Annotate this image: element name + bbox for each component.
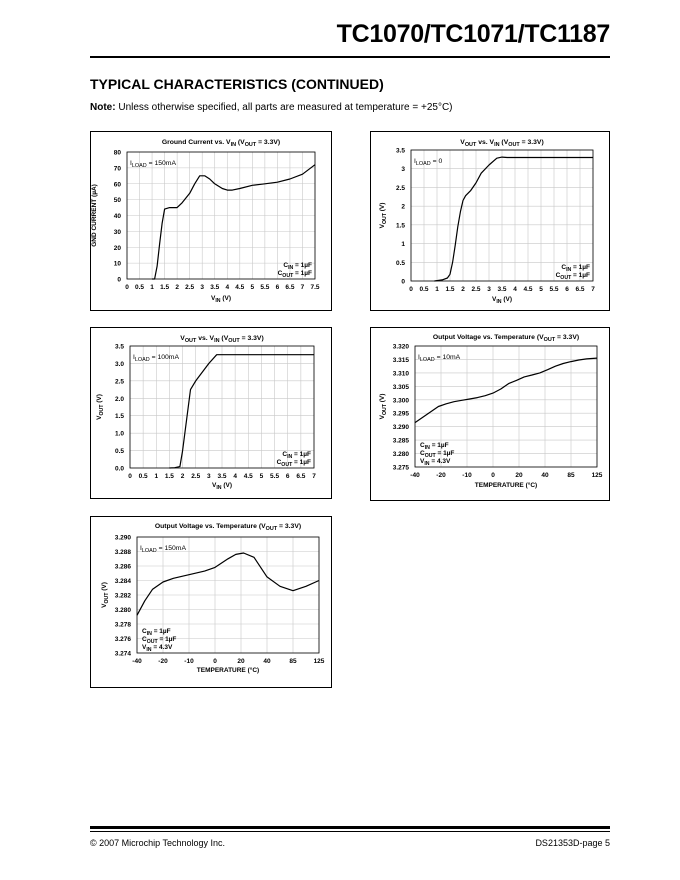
y-axis-label: $V_{OUT}$ (V) [379, 202, 388, 229]
x-tick-label: 3.5 [217, 473, 227, 480]
y-tick-label: 3.310 [392, 370, 409, 378]
annotation: $C_{IN} = 1\mu F$ [283, 262, 312, 271]
y-tick-label: 3.285 [392, 437, 409, 445]
x-tick-label: 4.5 [235, 284, 245, 291]
annotation: $I_{LOAD} = 100mA$ [133, 354, 179, 363]
y-axis-label: $V_{OUT}$ (V) [101, 582, 110, 608]
footer-page: DS21353D-page 5 [535, 838, 610, 848]
y-tick-label: 3.274 [114, 650, 131, 658]
document-title: TC1070/TC1071/TC1187 [336, 20, 610, 48]
x-tick-label: 6.5 [296, 473, 306, 480]
annotation: $V_{IN} = 4.3V$ [142, 644, 173, 653]
chart-svg [91, 132, 331, 310]
series-line [152, 165, 315, 279]
x-tick-label: 40 [263, 658, 271, 665]
x-tick-label: 6 [285, 473, 290, 480]
y-tick-label: 3.280 [114, 607, 131, 614]
y-tick-label: 50 [113, 197, 121, 205]
x-axis-label: $V_{IN}$ (V) [210, 295, 232, 304]
x-tick-label: 1 [154, 473, 159, 480]
y-tick-label: 3.305 [392, 383, 409, 391]
y-tick-label: 3.288 [114, 549, 131, 556]
x-tick-label: 5 [250, 284, 255, 291]
y-tick-label: 0.5 [395, 259, 405, 267]
annotation: $C_{OUT} = 1\mu F$ [555, 272, 590, 281]
x-tick-label: 1.5 [160, 284, 170, 291]
x-axis-label: TEMPERATURE (°C) [474, 482, 538, 489]
annotation: $C_{IN} = 1\mu F$ [282, 451, 311, 460]
y-tick-label: 2.5 [114, 378, 124, 386]
x-tick-label: 2 [461, 286, 465, 293]
x-tick-label: 7 [312, 473, 316, 480]
chart-title: $V_{OUT}$ vs. $V_{IN}$ $(V_{OUT} = 3.3V)$ [180, 335, 264, 344]
y-tick-label: 3.315 [392, 356, 409, 364]
y-tick-label: 3.0 [114, 360, 124, 368]
note-label: Note: [90, 102, 116, 113]
y-tick-label: 3.282 [114, 592, 131, 600]
y-tick-label: 3.280 [392, 451, 409, 459]
x-tick-label: 125 [591, 472, 603, 479]
x-tick-label: 2 [175, 284, 179, 291]
y-tick-label: 1.0 [114, 430, 124, 438]
x-tick-label: 0.5 [135, 284, 145, 291]
x-tick-label: 1.5 [164, 473, 174, 480]
x-tick-label: 0 [125, 284, 129, 291]
chart-title: Ground Current vs. $V_{IN}$ $(V_{OUT} = 3.3V)$ [161, 139, 281, 148]
x-tick-label: 1.5 [445, 286, 455, 293]
x-tick-label: 20 [237, 658, 245, 665]
y-tick-label: 1.5 [395, 222, 405, 230]
y-tick-label: 3.5 [114, 343, 124, 351]
y-tick-label: 3 [401, 166, 405, 174]
y-tick-label: 80 [113, 149, 121, 157]
y-tick-label: 70 [113, 165, 121, 173]
x-tick-label: 0 [409, 286, 413, 293]
x-tick-label: 40 [541, 472, 549, 479]
annotation: $I_{LOAD} = 0$ [414, 158, 443, 167]
x-tick-label: 1 [150, 284, 154, 291]
annotation: $C_{IN} = 1\mu F$ [420, 442, 449, 451]
x-tick-label: 3.5 [497, 286, 507, 293]
x-axis-label: TEMPERATURE (°C) [196, 667, 260, 674]
x-tick-label: 5 [259, 473, 264, 480]
y-tick-label: 10 [113, 260, 121, 268]
y-tick-label: 1 [401, 241, 405, 249]
x-tick-label: 4.5 [523, 286, 533, 293]
y-tick-label: 60 [113, 181, 121, 189]
x-tick-label: 4 [513, 286, 517, 293]
x-tick-label: -10 [462, 472, 472, 479]
y-tick-label: 0 [401, 278, 405, 286]
annotation: $C_{OUT} = 1\mu F$ [420, 450, 455, 459]
footer-rule-thin [90, 831, 610, 832]
x-tick-label: 0.5 [138, 473, 148, 480]
x-tick-label: 0 [213, 658, 217, 665]
x-tick-label: 2 [180, 473, 185, 480]
x-tick-label: 0 [491, 472, 495, 479]
y-tick-label: 20 [113, 244, 121, 252]
y-tick-label: 3.275 [392, 464, 409, 472]
y-axis-label: GND CURRENT (µA) [91, 184, 98, 247]
y-axis-label: $V_{OUT}$ (V) [96, 394, 105, 420]
annotation: $V_{IN} = 4.3V$ [420, 458, 451, 467]
footer-copyright: © 2007 Microchip Technology Inc. [90, 838, 226, 848]
y-tick-label: 0 [117, 276, 121, 284]
x-tick-label: 4.5 [243, 473, 253, 480]
x-tick-label: 20 [515, 472, 523, 479]
x-tick-label: 125 [313, 658, 325, 665]
chart-title: Output Voltage vs. Temperature $(V_{OUT} = 3.3V)$ [432, 334, 580, 343]
annotation: $I_{LOAD} = 150mA$ [130, 160, 176, 169]
x-tick-label: 5 [539, 286, 543, 293]
y-tick-label: 3.284 [114, 578, 131, 585]
x-tick-label: 7 [591, 286, 595, 293]
y-tick-label: 3.290 [114, 534, 131, 542]
chart-ground-current [90, 131, 332, 311]
chart-svg [91, 328, 331, 498]
chart-vout-vs-temp-10ma [370, 327, 610, 501]
x-tick-label: 3.5 [210, 284, 220, 291]
x-tick-label: 2.5 [191, 473, 201, 480]
chart-vout-vs-vin-100ma [90, 327, 332, 499]
annotation: $C_{OUT} = 1\mu F$ [277, 270, 312, 279]
x-tick-label: -40 [132, 658, 142, 665]
chart-title: $V_{OUT}$ vs. $V_{IN}$ $(V_{OUT} = 3.3V)$ [460, 139, 544, 148]
x-tick-label: 3 [207, 473, 211, 480]
x-tick-label: 1 [435, 286, 439, 293]
annotation: $I_{LOAD} = 10mA$ [418, 354, 461, 363]
y-tick-label: 3.276 [114, 636, 131, 643]
x-tick-label: 6 [275, 284, 280, 291]
chart-svg [91, 517, 331, 687]
note-text: Unless otherwise specified, all parts are measured at temperature = +25°C) [115, 102, 453, 113]
y-tick-label: 3.290 [392, 424, 409, 432]
x-tick-label: 7 [300, 284, 305, 291]
x-tick-label: 6.5 [285, 284, 295, 291]
x-tick-label: 6.5 [575, 286, 585, 293]
y-tick-label: 2.5 [395, 184, 405, 192]
x-tick-label: 3 [200, 284, 205, 291]
y-tick-label: 3.300 [392, 397, 409, 405]
x-tick-label: 85 [289, 658, 297, 665]
x-tick-label: 7.5 [310, 284, 320, 291]
x-tick-label: 2.5 [471, 286, 481, 293]
y-tick-label: 1.5 [114, 413, 124, 421]
x-tick-label: -20 [436, 472, 446, 479]
y-tick-label: 3.286 [114, 563, 131, 571]
title-rule [90, 56, 610, 58]
annotation: $C_{OUT} = 1\mu F$ [276, 459, 311, 468]
chart-title: Output Voltage vs. Temperature $(V_{OUT} = 3.3V)$ [154, 523, 302, 532]
x-tick-label: 85 [567, 472, 575, 479]
x-tick-label: 2.5 [185, 284, 195, 291]
y-tick-label: 2 [401, 203, 405, 211]
x-tick-label: -40 [410, 472, 420, 479]
y-tick-label: 3.5 [395, 147, 405, 155]
x-tick-label: 6 [565, 286, 569, 293]
footer-rule-thick [90, 826, 610, 829]
annotation: $C_{IN} = 1\mu F$ [561, 264, 590, 273]
x-tick-label: 5.5 [260, 284, 270, 291]
y-tick-label: 3.278 [114, 621, 131, 629]
chart-vout-vs-vin-no-load [370, 131, 610, 311]
x-tick-label: 5.5 [549, 286, 559, 293]
note [90, 102, 453, 113]
y-tick-label: 3.320 [392, 343, 409, 351]
x-tick-label: 3 [487, 286, 491, 293]
x-tick-label: 0.5 [419, 286, 429, 293]
x-tick-label: 4 [233, 473, 237, 480]
chart-vout-vs-temp-150ma [90, 516, 332, 688]
annotation: $C_{OUT} = 1\mu F$ [142, 636, 177, 645]
series-line [137, 553, 319, 615]
y-tick-label: 0.5 [114, 448, 124, 456]
chart-svg [371, 132, 609, 310]
y-tick-label: 2.0 [114, 395, 124, 403]
x-tick-label: -10 [184, 658, 194, 665]
y-tick-label: 0.0 [114, 465, 124, 473]
annotation: $C_{IN} = 1\mu F$ [142, 628, 171, 637]
annotation: $I_{LOAD} = 150mA$ [140, 545, 186, 554]
y-tick-label: 3.295 [392, 410, 409, 418]
y-tick-label: 40 [113, 213, 121, 220]
x-tick-label: 5.5 [270, 473, 280, 480]
x-tick-label: 0 [128, 473, 132, 480]
x-axis-label: $V_{IN}$ (V) [211, 482, 233, 491]
x-tick-label: 4 [225, 284, 230, 291]
section-title: TYPICAL CHARACTERISTICS (CONTINUED) [90, 76, 384, 92]
chart-svg [371, 328, 609, 500]
x-tick-label: -20 [158, 658, 168, 665]
x-axis-label: $V_{IN}$ (V) [491, 296, 513, 305]
y-axis-label: $V_{OUT}$ (V) [379, 393, 388, 420]
y-tick-label: 30 [113, 228, 121, 236]
